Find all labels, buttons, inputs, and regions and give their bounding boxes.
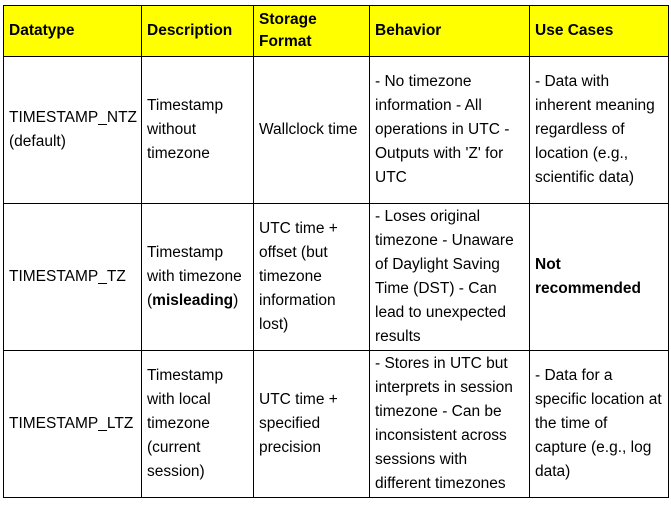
description-emphasis: misleading xyxy=(152,292,234,309)
cell-use-cases: - Data for a specific location at the time of capture (e.g., log data) xyxy=(530,351,669,498)
header-behavior: Behavior xyxy=(370,6,530,57)
cell-storage-format: UTC time + specified precision xyxy=(254,351,370,498)
header-row xyxy=(4,6,669,57)
cell-datatype: TIMESTAMP_TZ xyxy=(4,204,142,351)
cell-behavior: - Stores in UTC but interprets in session timezone - Can be inconsistent across sessions with different timezones xyxy=(370,351,530,498)
header-datatype: Datatype xyxy=(4,6,142,57)
cell-use-cases: - Data with inherent meaning regardless of location (e.g., scientific data) xyxy=(530,57,669,204)
cell-behavior: - Loses original timezone - Unaware of Daylight Saving Time (DST) - Can lead to unexpected results xyxy=(370,204,530,351)
timestamp-datatypes-table xyxy=(3,5,669,498)
header-use-cases: Use Cases xyxy=(530,6,669,57)
cell-description: Timestamp with local timezone (current session) xyxy=(142,351,254,498)
header-description: Description xyxy=(142,6,254,57)
table-row xyxy=(4,57,669,204)
cell-datatype: TIMESTAMP_LTZ xyxy=(4,351,142,498)
cell-description xyxy=(142,204,254,351)
table-row xyxy=(4,351,669,498)
cell-description: Timestamp without timezone xyxy=(142,57,254,204)
description-text: Timestamp with timezone ( xyxy=(147,244,242,309)
cell-storage-format: Wallclock time xyxy=(254,57,370,204)
cell-behavior: - No timezone information - All operations in UTC - Outputs with 'Z' for UTC xyxy=(370,57,530,204)
cell-datatype: TIMESTAMP_NTZ (default) xyxy=(4,57,142,204)
cell-use-cases: Not recommended xyxy=(530,204,669,351)
description-text-end: ) xyxy=(233,292,239,309)
table-row xyxy=(4,204,669,351)
header-storage-format: Storage Format xyxy=(254,6,370,57)
cell-storage-format: UTC time + offset (but timezone information lost) xyxy=(254,204,370,351)
